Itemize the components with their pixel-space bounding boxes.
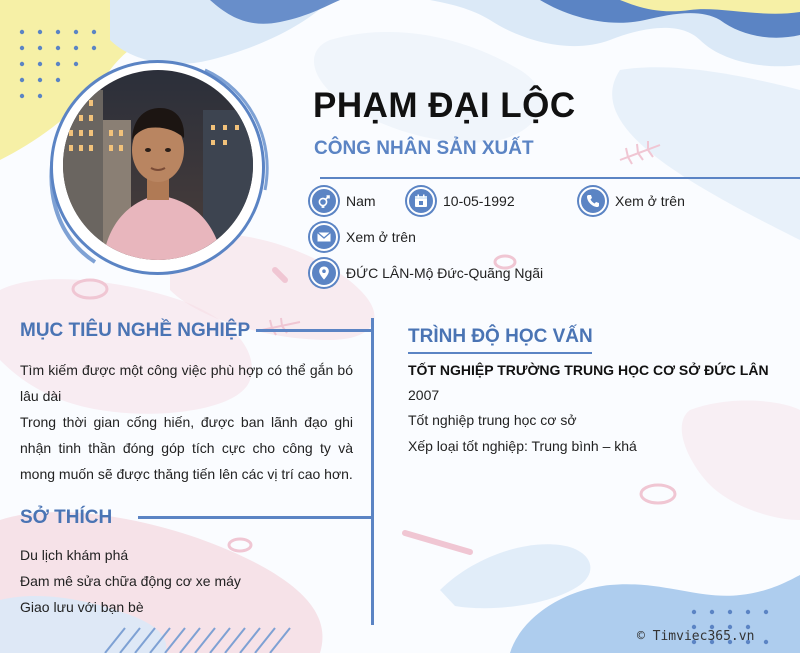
watermark: © Timviec365.vn <box>637 629 755 644</box>
objective-line-1: Tìm kiếm được một công việc phù hợp có thể gắn bó lâu dài <box>20 362 353 404</box>
objective-line-2: Trong thời gian cống hiến, được ban lãnh đạo ghi nhận tinh thần đóng góp tích cực cho công ty và mong muốn sẽ được thăng tiến lên các vị trí cao hơn. <box>20 414 353 482</box>
email-icon <box>310 223 338 251</box>
objective-title: MỤC TIÊU NGHỀ NGHIỆP <box>20 320 251 341</box>
contact-phone <box>579 186 685 216</box>
education-year: 2007 <box>408 387 440 403</box>
gender-value: Nam <box>346 193 376 209</box>
education-title-rule <box>408 352 592 354</box>
contact-gender <box>310 186 376 216</box>
gender-icon <box>310 187 338 215</box>
email-value: Xem ở trên <box>346 229 416 245</box>
column-divider <box>371 318 374 625</box>
calendar-icon <box>407 187 435 215</box>
objective-title-rule <box>256 329 372 332</box>
contact-birthday <box>407 186 515 216</box>
education-rank: Xếp loại tốt nghiệp: Trung bình – khá <box>408 438 637 454</box>
contact-divider <box>320 177 800 179</box>
phone-icon <box>579 187 607 215</box>
education-school: TỐT NGHIỆP TRƯỜNG TRUNG HỌC CƠ SỞ ĐỨC LÂN <box>408 362 769 378</box>
hobbies-title: SỞ THÍCH <box>20 507 113 528</box>
candidate-name: PHẠM ĐẠI LỘC <box>313 86 576 125</box>
hobby-item-1: Du lịch khám phá <box>20 547 129 563</box>
location-icon <box>310 259 338 287</box>
education-title: TRÌNH ĐỘ HỌC VẤN <box>408 326 593 347</box>
hobby-item-2: Đam mê sửa chữa động cơ xe máy <box>20 573 241 589</box>
profile-photo <box>63 70 253 260</box>
avatar <box>50 60 265 275</box>
job-title: CÔNG NHÂN SẢN XUẤT <box>314 138 534 159</box>
phone-value: Xem ở trên <box>615 193 685 209</box>
education-degree: Tốt nghiệp trung học cơ sở <box>408 412 577 428</box>
hobby-item-3: Giao lưu với bạn bè <box>20 599 144 615</box>
contact-address <box>310 258 543 288</box>
address-value: ĐỨC LÂN-Mộ Đức-Quãng Ngãi <box>346 265 544 281</box>
hobbies-title-rule <box>138 516 372 519</box>
contact-email <box>310 222 416 252</box>
birthday-value: 10-05-1992 <box>443 193 515 209</box>
